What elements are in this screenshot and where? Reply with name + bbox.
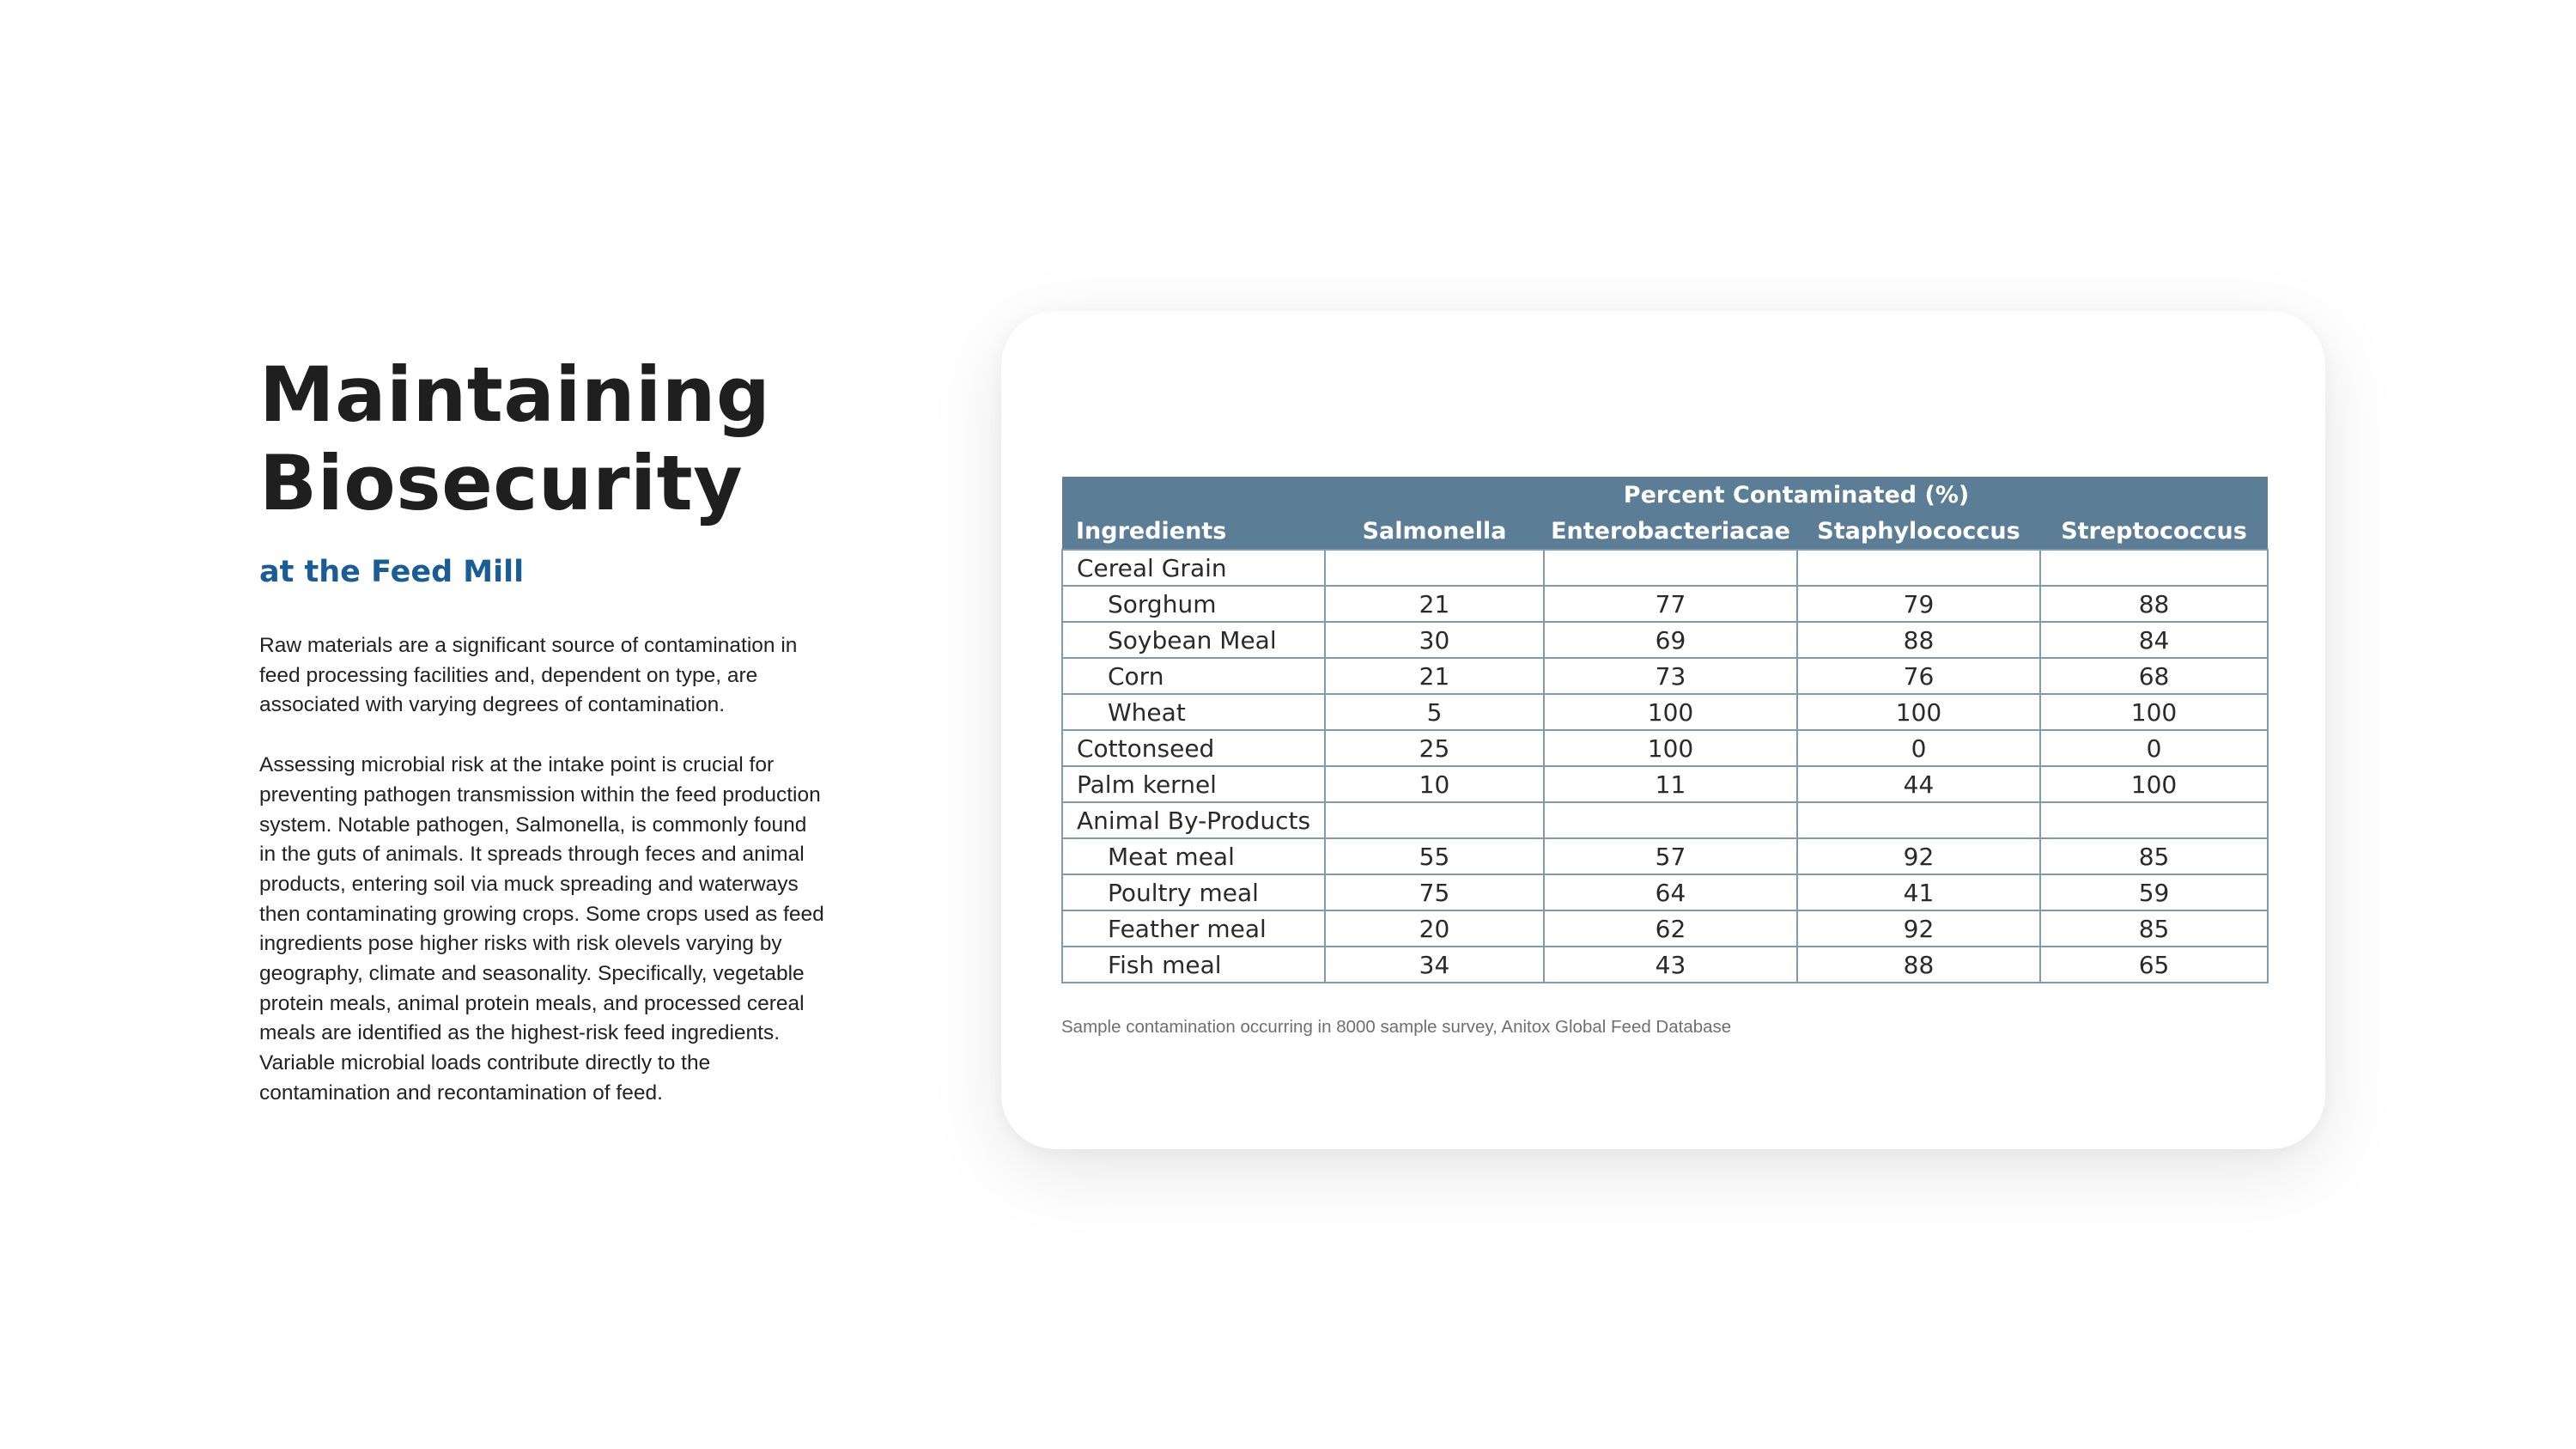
value-cell: 100 bbox=[2040, 694, 2268, 730]
ingredient-cell: Animal By-Products bbox=[1062, 802, 1325, 838]
value-cell: 41 bbox=[1797, 874, 2040, 910]
value-cell bbox=[1544, 550, 1797, 586]
value-cell: 100 bbox=[1797, 694, 2040, 730]
value-cell: 30 bbox=[1325, 622, 1544, 658]
value-cell: 21 bbox=[1325, 658, 1544, 694]
value-cell: 79 bbox=[1797, 586, 2040, 622]
value-cell: 85 bbox=[2040, 910, 2268, 947]
value-cell: 100 bbox=[2040, 766, 2268, 802]
table-row bbox=[1062, 947, 2268, 983]
table-row bbox=[1062, 694, 2268, 730]
table-row bbox=[1062, 550, 2268, 586]
title-line-1: Maintaining bbox=[259, 350, 771, 439]
contamination-table-wrap bbox=[1061, 477, 2267, 983]
intro-paragraph: Raw materials are a significant source of contamination in feed processing facilities and, dependent on type, are associated with varying degrees of contamination. bbox=[259, 634, 798, 717]
value-cell: 64 bbox=[1544, 874, 1797, 910]
value-cell bbox=[1797, 802, 2040, 838]
value-cell: 88 bbox=[1797, 947, 2040, 983]
value-cell: 76 bbox=[1797, 658, 2040, 694]
value-cell: 85 bbox=[2040, 838, 2268, 874]
value-cell: 62 bbox=[1544, 910, 1797, 947]
body-paragraph: Assessing microbial risk at the intake point is crucial for preventing pathogen transmission within the feed production system. Notable pathogen, Salmonella, is commonly found in the guts of animals. It spreads through feces and animal products, entering soil via muck spreading and waterways then contaminating growing crops. Some crops used as feed ingredients pose higher risks with risk olevels varying by geography, climate and seasonality. Specifically, vegetable protein meals, animal protein meals, and processed cereal meals are identified as the highest-risk feed ingredients. Variable microbial loads contribute directly to the contamination and recontamination of feed. bbox=[259, 753, 824, 1105]
ingredient-cell: Feather meal bbox=[1062, 910, 1325, 947]
table-row bbox=[1062, 874, 2268, 910]
value-cell: 100 bbox=[1544, 730, 1797, 766]
page-title bbox=[259, 350, 826, 527]
value-cell: 0 bbox=[2040, 730, 2268, 766]
table-body bbox=[1062, 550, 2268, 983]
ingredient-cell: Palm kernel bbox=[1062, 766, 1325, 802]
value-cell bbox=[2040, 802, 2268, 838]
value-cell: 100 bbox=[1544, 694, 1797, 730]
ingredient-cell: Soybean Meal bbox=[1062, 622, 1325, 658]
table-row bbox=[1062, 766, 2268, 802]
value-cell: 20 bbox=[1325, 910, 1544, 947]
value-cell: 84 bbox=[2040, 622, 2268, 658]
value-cell: 34 bbox=[1325, 947, 1544, 983]
table-header-spacer bbox=[1062, 477, 1325, 513]
column-header-streptococcus: Streptococcus bbox=[2040, 513, 2268, 550]
ingredient-cell: Cottonseed bbox=[1062, 730, 1325, 766]
value-cell: 11 bbox=[1544, 766, 1797, 802]
text-column bbox=[259, 350, 826, 1109]
table-row bbox=[1062, 658, 2268, 694]
value-cell: 0 bbox=[1797, 730, 2040, 766]
table-header-row bbox=[1062, 513, 2268, 550]
value-cell bbox=[2040, 550, 2268, 586]
value-cell bbox=[1325, 802, 1544, 838]
column-header-enterobacteriacae: Enterobacteriacae bbox=[1544, 513, 1797, 550]
ingredient-cell: Cereal Grain bbox=[1062, 550, 1325, 586]
value-cell: 65 bbox=[2040, 947, 2268, 983]
table-row bbox=[1062, 838, 2268, 874]
value-cell bbox=[1544, 802, 1797, 838]
value-cell: 59 bbox=[2040, 874, 2268, 910]
table-row bbox=[1062, 622, 2268, 658]
ingredient-cell: Sorghum bbox=[1062, 586, 1325, 622]
table-caption: Sample contamination occurring in 8000 sample survey, Anitox Global Feed Database bbox=[1061, 1017, 1732, 1037]
value-cell: 92 bbox=[1797, 910, 2040, 947]
value-cell: 77 bbox=[1544, 586, 1797, 622]
table-row bbox=[1062, 802, 2268, 838]
table-row bbox=[1062, 730, 2268, 766]
value-cell: 69 bbox=[1544, 622, 1797, 658]
ingredient-cell: Wheat bbox=[1062, 694, 1325, 730]
ingredient-cell: Corn bbox=[1062, 658, 1325, 694]
value-cell: 25 bbox=[1325, 730, 1544, 766]
ingredient-cell: Poultry meal bbox=[1062, 874, 1325, 910]
column-header-ingredients: Ingredients bbox=[1062, 513, 1325, 550]
value-cell: 43 bbox=[1544, 947, 1797, 983]
subtitle: at the Feed Mill bbox=[259, 555, 525, 589]
ingredient-cell: Meat meal bbox=[1062, 838, 1325, 874]
ingredient-cell: Fish meal bbox=[1062, 947, 1325, 983]
column-header-staphylococcus: Staphylococcus bbox=[1797, 513, 2040, 550]
contamination-table bbox=[1061, 477, 2269, 983]
value-cell: 92 bbox=[1797, 838, 2040, 874]
value-cell: 10 bbox=[1325, 766, 1544, 802]
value-cell: 88 bbox=[1797, 622, 2040, 658]
value-cell: 88 bbox=[2040, 586, 2268, 622]
value-cell bbox=[1797, 550, 2040, 586]
value-cell: 44 bbox=[1797, 766, 2040, 802]
value-cell: 5 bbox=[1325, 694, 1544, 730]
value-cell: 73 bbox=[1544, 658, 1797, 694]
column-header-salmonella: Salmonella bbox=[1325, 513, 1544, 550]
value-cell: 55 bbox=[1325, 838, 1544, 874]
table-group-header: Percent Contaminated (%) bbox=[1325, 477, 2268, 513]
table-row bbox=[1062, 910, 2268, 947]
value-cell: 75 bbox=[1325, 874, 1544, 910]
value-cell: 21 bbox=[1325, 586, 1544, 622]
value-cell: 57 bbox=[1544, 838, 1797, 874]
table-group-header-row bbox=[1062, 477, 2268, 513]
value-cell: 68 bbox=[2040, 658, 2268, 694]
value-cell bbox=[1325, 550, 1544, 586]
title-line-2: Biosecurity bbox=[259, 439, 744, 527]
table-row bbox=[1062, 586, 2268, 622]
